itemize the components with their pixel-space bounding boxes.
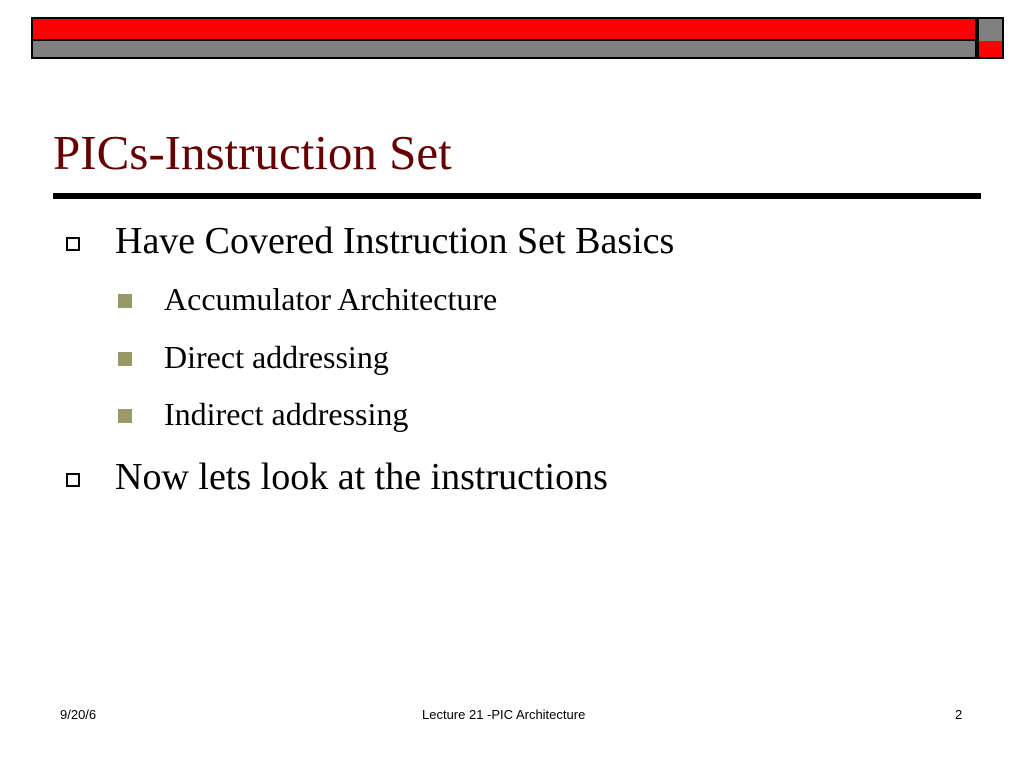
sub-bullet-item: Direct addressing (164, 339, 389, 375)
header-grey-square (977, 17, 1004, 43)
footer-title: Lecture 21 -PIC Architecture (422, 707, 586, 722)
sub-bullet-item: Accumulator Architecture (164, 281, 498, 317)
filled-square-bullet-icon (118, 352, 132, 366)
title-underline (53, 193, 981, 199)
header-red-bar (31, 17, 977, 41)
footer-page-number: 2 (955, 707, 963, 722)
header-grey-bar (31, 41, 977, 59)
hollow-square-bullet-icon (66, 473, 80, 487)
footer-date: 9/20/6 (60, 707, 97, 722)
header-red-square (977, 41, 1004, 59)
slide-title: PICs-Instruction Set (53, 125, 452, 180)
bullet-item: Have Covered Instruction Set Basics (115, 220, 675, 262)
sub-bullet-item: Indirect addressing (164, 396, 409, 432)
hollow-square-bullet-icon (66, 237, 80, 251)
filled-square-bullet-icon (118, 294, 132, 308)
bullet-item: Now lets look at the instructions (115, 456, 608, 498)
filled-square-bullet-icon (118, 409, 132, 423)
